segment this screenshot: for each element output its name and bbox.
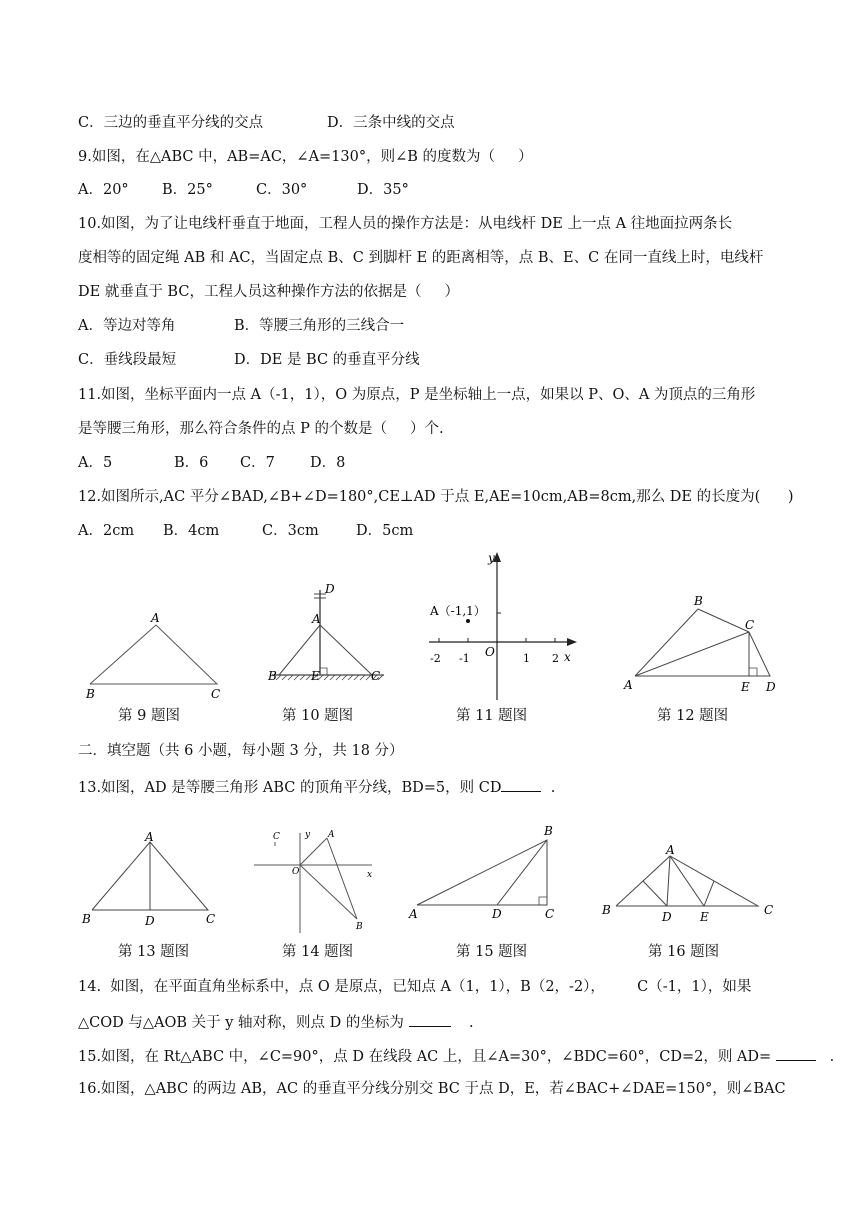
fig16-caption: 第 16 题图: [648, 944, 720, 960]
figure-9: [80, 605, 230, 700]
fig15-label-b: B: [544, 824, 553, 838]
q11-line2: 是等腰三角形，那么符合条件的点 P 的个数是（ ）个.: [78, 421, 444, 437]
fig15-segment-bd: [497, 840, 547, 905]
q8-option-d: D．三条中线的交点: [327, 115, 455, 131]
fig10-right-angle: [320, 668, 327, 675]
fig16-label-a: A: [666, 843, 675, 857]
fig16-perp-bisector-ab: [643, 881, 667, 906]
q9-option-c: C．30°: [256, 182, 308, 198]
q14-stem: △COD 与△AOB 关于 y 轴对称，则点 D 的坐标为: [78, 1015, 404, 1031]
fig10-label-d: D: [325, 582, 335, 596]
fig11-tick-label: -2: [430, 652, 441, 665]
fig15-label-a: A: [409, 907, 418, 921]
q12-option-c: C．3cm: [262, 523, 319, 539]
fig9-caption: 第 9 题图: [118, 708, 180, 724]
q11-option-a: A．5: [78, 455, 113, 471]
fig16-label-e: E: [700, 910, 709, 924]
q9-option-d: D．35°: [357, 182, 409, 198]
q13-line: [78, 777, 555, 797]
fig14-segment-ob: [300, 865, 357, 919]
fig14-label-a: A: [328, 830, 335, 840]
fig16-label-c: C: [764, 903, 774, 917]
q12-option-b: B．4cm: [163, 523, 220, 539]
fig10-caption: 第 10 题图: [282, 708, 354, 724]
figure-16: [598, 840, 783, 925]
fig10-label-a: A: [312, 612, 321, 626]
q14-answer-blank[interactable]: [409, 1012, 451, 1027]
fig11-origin: O: [485, 645, 495, 659]
fig11-tick-label: 2: [552, 652, 559, 665]
figure-10: [262, 580, 392, 692]
fig11-y-label: y: [488, 551, 495, 565]
q10-option-c: C．垂线段最短: [78, 352, 177, 368]
fig10-rope-ab: [279, 625, 320, 675]
fig12-diagonal-ac: [635, 632, 749, 676]
fig14-segment-ab: [327, 838, 357, 919]
section-2-heading: 二．填空题（共 6 小题，每小题 3 分，共 18 分）: [78, 743, 404, 759]
q10-option-b: B．等腰三角形的三线合一: [234, 318, 405, 334]
fig9-triangle: [90, 625, 217, 684]
q16-line: 16.如图，△ABC 的两边 AB，AC 的垂直平分线分别交 BC 于点 D，E，若∠BAC+∠DAE=150°，则∠BAC: [78, 1081, 786, 1097]
fig15-right-angle: [539, 897, 547, 905]
fig11-point-a: [466, 619, 470, 623]
q8-option-c: C．三边的垂直平分线的交点: [78, 115, 264, 131]
fig9-label-b: B: [86, 687, 95, 700]
q13-tail: .: [550, 780, 556, 796]
fig12-label-a: A: [624, 678, 633, 692]
q10-option-d: D．DE 是 BC 的垂直平分线: [234, 352, 420, 368]
q15-line: [78, 1046, 834, 1066]
fig14-label-x: x: [367, 870, 373, 880]
fig15-triangle: [417, 840, 547, 905]
fig10-rope-ac: [320, 625, 372, 675]
fig11-caption: 第 11 题图: [456, 708, 528, 724]
q15-stem: 15.如图，在 Rt△ABC 中，∠C=90°，点 D 在线段 AC 上，且∠A=30°，∠BDC=60°，CD=2，则 AD=: [78, 1049, 772, 1065]
fig12-label-d: D: [766, 680, 776, 694]
fig14-label-b: B: [356, 922, 363, 932]
q15-tail: .: [829, 1049, 835, 1065]
figure-13: [80, 830, 220, 930]
q10-option-a: A．等边对等角: [78, 318, 176, 334]
fig12-label-c: C: [745, 618, 755, 632]
q10-line3: DE 就垂直于 BC，工程人员这种操作方法的依据是（ ）: [78, 284, 459, 300]
fig16-label-b: B: [602, 903, 611, 917]
q11-line1: 11.如图，坐标平面内一点 A（-1，1），O 为原点，P 是坐标轴上一点，如果以 P、O、A 为顶点的三角形: [78, 387, 756, 403]
q13-stem: 13.如图，AD 是等腰三角形 ABC 的顶角平分线，BD=5，则 CD: [78, 780, 502, 796]
fig14-label-y: y: [305, 830, 311, 840]
fig10-ground-hatch: [276, 675, 383, 680]
figure-12: [620, 592, 785, 697]
fig14-label-c: C: [273, 832, 280, 842]
q9-option-a: A．20°: [78, 182, 129, 198]
fig15-caption: 第 15 题图: [456, 944, 528, 960]
fig16-perp-bisector-ac: [704, 881, 714, 906]
fig10-label-e: E: [311, 669, 320, 683]
q13-answer-blank[interactable]: [501, 777, 541, 792]
fig11-tick-label: -1: [459, 652, 470, 665]
q9-stem: 9.如图，在△ABC 中，AB=AC，∠A=130°，则∠B 的度数为（ ）: [78, 149, 533, 165]
fig14-caption: 第 14 题图: [282, 944, 354, 960]
fig13-label-c: C: [206, 912, 216, 926]
fig9-label-a: A: [151, 611, 160, 625]
q14-line2: [78, 1012, 474, 1032]
fig12-label-b: B: [694, 594, 703, 608]
fig12-right-angle: [749, 668, 757, 676]
fig10-label-c: C: [371, 669, 381, 683]
fig9-label-c: C: [211, 687, 221, 700]
fig16-segment-ae: [670, 856, 704, 906]
q11-option-d: D．8: [310, 455, 346, 471]
q14-line1: 14. 如图，在平面直角坐标系中，点 O 是原点，已知点 A（1，1），B（2，-2）， C（-1，1），如果: [78, 979, 752, 995]
fig13-label-a: A: [145, 830, 154, 844]
fig11-tick-label: 1: [523, 652, 530, 665]
fig15-label-c: C: [545, 907, 555, 921]
fig11-x-label: x: [564, 650, 571, 664]
figure-15: [405, 818, 570, 923]
fig14-label-o: O: [292, 867, 300, 877]
q12-option-d: D．5cm: [356, 523, 414, 539]
q15-answer-blank[interactable]: [776, 1046, 816, 1061]
q11-option-b: B．6: [174, 455, 209, 471]
fig16-label-d: D: [662, 910, 672, 924]
q12-stem: 12.如图所示,AC 平分∠BAD,∠B+∠D=180°,CE⊥AD 于点 E,AE=10cm,AB=8cm,那么 DE 的长度为( ): [78, 489, 794, 505]
fig12-label-e: E: [741, 680, 750, 694]
q14-tail: .: [468, 1015, 474, 1031]
q10-line1: 10.如图，为了让电线杆垂直于地面，工程人员的操作方法是：从电线杆 DE 上一点 A 往地面拉两条长: [78, 216, 733, 232]
fig16-segment-ad: [667, 856, 670, 906]
fig13-label-b: B: [82, 912, 91, 926]
fig15-label-d: D: [492, 907, 502, 921]
fig14-segment-oa: [300, 838, 327, 865]
fig11-x-arrow: [567, 638, 577, 646]
fig13-label-d: D: [145, 914, 155, 928]
q11-option-c: C．7: [240, 455, 275, 471]
q12-option-a: A．2cm: [78, 523, 135, 539]
q9-option-b: B．25°: [162, 182, 213, 198]
fig10-label-b: B: [268, 669, 277, 683]
fig13-caption: 第 13 题图: [118, 944, 190, 960]
figure-11: [425, 550, 585, 705]
fig11-point-label: A（-1,1）: [430, 604, 486, 618]
q10-line2: 度相等的固定绳 AB 和 AC，当固定点 B、C 到脚杆 E 的距离相等，点 B、E、C 在同一直线上时，电线杆: [78, 250, 764, 266]
fig12-caption: 第 12 题图: [657, 708, 729, 724]
figure-14: [250, 825, 380, 937]
